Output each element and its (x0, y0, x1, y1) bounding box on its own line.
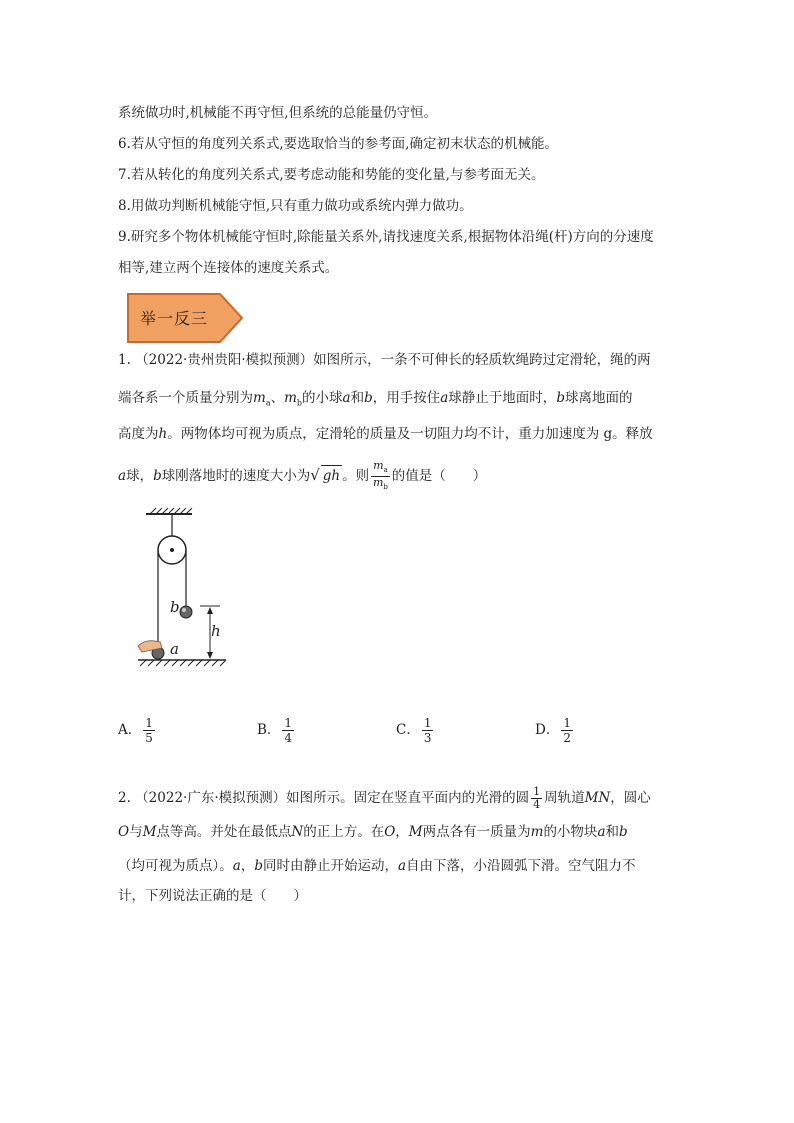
q2-line-3: （均可视为质点）。a，b同时由静止开始运动，a自由下落，小沿圆弧下滑。空气阻力不 (118, 858, 636, 874)
note-line-9: 9.研究多个物体机械能守恒时,除能量关系外,请找速度关系,根据物体沿绳(杆)方向的分速度 (118, 229, 654, 245)
section-badge (126, 292, 244, 344)
q1-line-1: 1. （2022·贵州贵阳·模拟预测）如图所示，一条不可伸长的轻质软绳跨过定滑轮，绳的两 (118, 352, 651, 368)
note-line-1: 系统做功时,机械能不再守恒,但系统的总能量仍守恒。 (118, 105, 438, 121)
option-d[interactable]: D． $\frac{1}{2}$ (535, 716, 571, 745)
q1-line-4: a球，b球刚落地时的速度大小为√ gh 。则 $\frac{m_a}{m_b}$ 的值是（ ） (118, 459, 487, 492)
option-c[interactable]: C． $\frac{1}{3}$ (396, 716, 432, 745)
label-h: h (211, 622, 221, 640)
label-b: b (170, 598, 180, 616)
q1-line-2: 端各系一个质量分别为$m_a$、$m_b$的小球a和b，用手按住a球静止于地面时，b球离地面的 (118, 390, 633, 408)
pulley-figure (136, 506, 236, 678)
q2-line-2: O与M点等高。并处在最低点N的正上方。在O，M两点各有一质量为m的小物块a和b (118, 824, 628, 840)
label-a: a (170, 640, 179, 658)
q2-line-4: 计，下列说法正确的是（ ） (118, 888, 307, 904)
note-line-8: 8.用做功判断机械能守恒,只有重力做功或系统内弹力做功。 (118, 198, 473, 214)
q2-line-1: 2. （2022·广东·模拟预测）如图所示。固定在竖直平面内的光滑的圆 $\frac{1}{4}$ 周轨道MN，圆心 (118, 785, 651, 811)
note-line-6: 6.若从守恒的角度列关系式,要选取恰当的参考面,确定初末状态的机械能。 (118, 136, 558, 152)
option-a[interactable]: A． $\frac{1}{5}$ (118, 716, 153, 745)
pulley-diagram (136, 506, 236, 674)
q1-line-3: 高度为h。两物体均可视为质点，定滑轮的质量及一切阻力均不计，重力加速度为 g。释放 (118, 426, 653, 442)
badge-label: 举一反三 (140, 309, 209, 328)
quarter-fraction: $\frac{1}{4}$ (533, 785, 541, 811)
mass-ratio-fraction: $\frac{m_a}{m_b}$ (372, 459, 388, 492)
note-line-9-cont: 相等,建立两个连接体的速度关系式。 (118, 260, 339, 276)
note-line-7: 7.若从转化的角度列关系式,要考虑动能和势能的变化量,与参考面无关。 (118, 167, 545, 183)
option-b[interactable]: B． $\frac{1}{4}$ (257, 716, 293, 745)
